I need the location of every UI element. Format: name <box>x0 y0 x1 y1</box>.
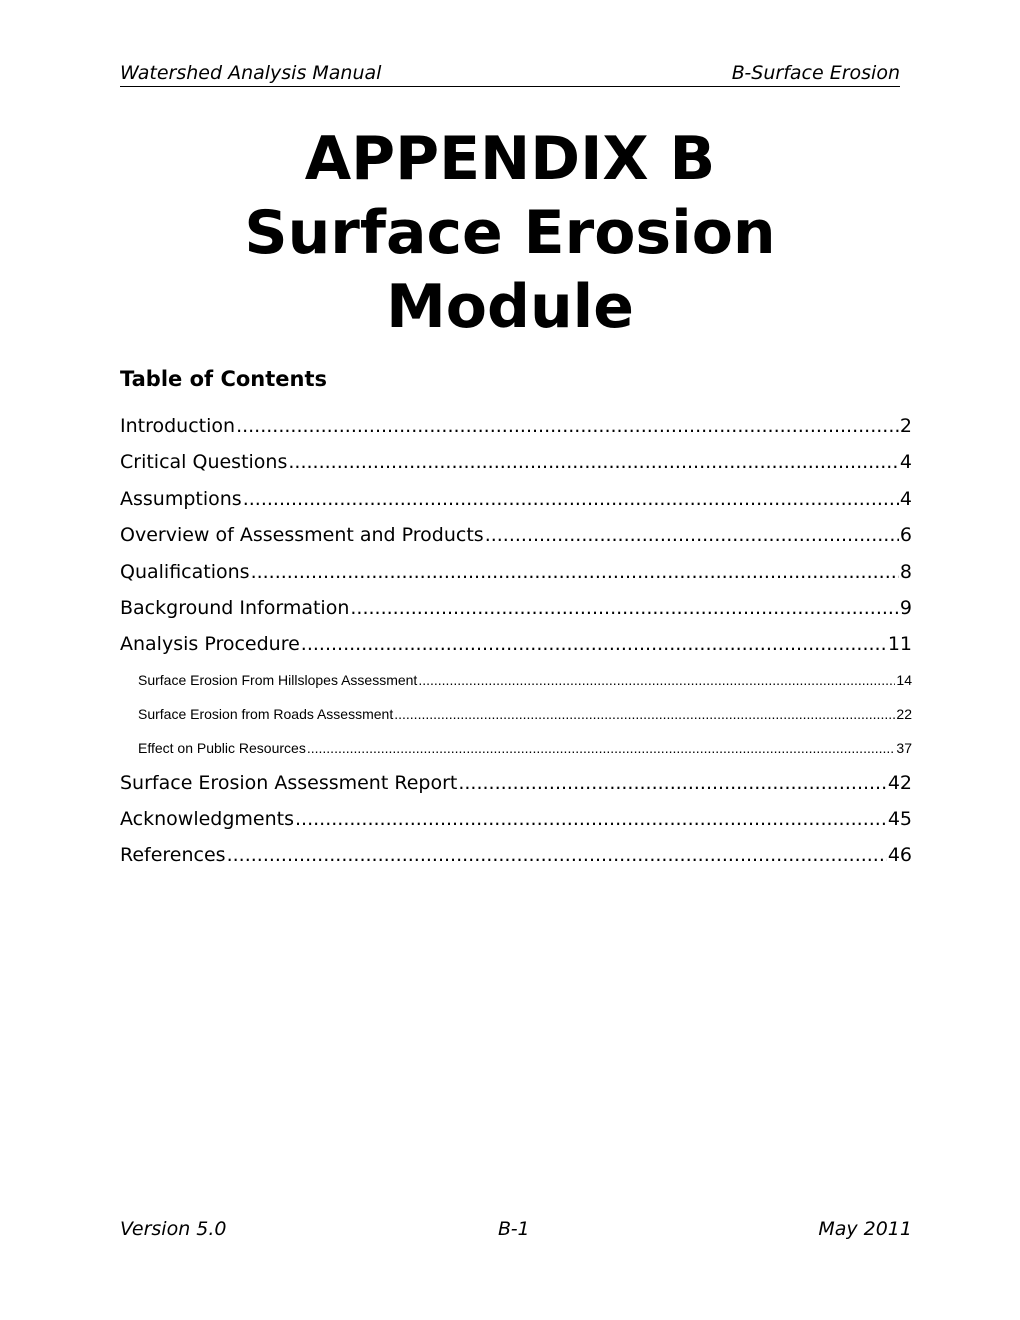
toc-leader-dots <box>485 521 899 549</box>
toc-subentry-public-resources[interactable] <box>120 738 912 758</box>
toc-entry-page: 4 <box>899 488 912 510</box>
toc-entry-label: Analysis Procedure <box>120 633 300 655</box>
toc-leader-dots <box>227 841 887 869</box>
toc-subentry-hillslopes[interactable] <box>120 670 912 690</box>
toc-entry-page: 11 <box>887 633 912 655</box>
toc-entry-assessment-report[interactable] <box>120 769 912 797</box>
toc-entry-page: 37 <box>896 740 912 756</box>
toc-entry-page: 22 <box>896 706 912 722</box>
toc-entry-acknowledgments[interactable] <box>120 805 912 833</box>
toc-entry-background[interactable] <box>120 594 912 622</box>
toc-entry-introduction[interactable] <box>120 412 912 440</box>
toc-entry-label: Surface Erosion From Hillslopes Assessment <box>138 672 418 688</box>
toc-entry-analysis-procedure[interactable] <box>120 630 912 658</box>
footer-version: Version 5.0 <box>120 1218 227 1240</box>
toc-entry-label: Background Information <box>120 597 350 619</box>
toc-entry-references[interactable] <box>120 841 912 869</box>
title-line-surface-erosion: Surface Erosion <box>244 198 776 268</box>
toc-entry-page: 45 <box>887 808 912 830</box>
running-header <box>120 60 900 87</box>
toc-leader-dots <box>251 558 899 586</box>
toc-entry-label: Surface Erosion Assessment Report <box>120 772 458 794</box>
toc-entry-label: Effect on Public Resources <box>138 740 306 756</box>
toc-entry-page: 42 <box>887 772 912 794</box>
toc-entry-label: Critical Questions <box>120 451 288 473</box>
toc-entry-overview[interactable] <box>120 521 912 549</box>
toc-leader-dots <box>307 738 896 758</box>
toc-leader-dots <box>350 594 899 622</box>
toc-entry-label: Overview of Assessment and Products <box>120 524 484 546</box>
footer-page-number: B-1 <box>498 1218 530 1240</box>
toc-entry-page: 9 <box>899 597 912 619</box>
toc-entry-page: 46 <box>887 844 912 866</box>
title-line-module: Module <box>386 272 634 342</box>
title-line-appendix: APPENDIX B <box>304 124 716 194</box>
toc-entry-page: 4 <box>899 451 912 473</box>
header-section-title: B-Surface Erosion <box>731 62 900 84</box>
toc-entry-page: 8 <box>899 561 912 583</box>
header-manual-title: Watershed Analysis Manual <box>120 62 382 84</box>
toc-heading: Table of Contents <box>120 367 328 391</box>
toc-entry-label: Introduction <box>120 415 236 437</box>
toc-leader-dots <box>418 670 895 690</box>
toc-leader-dots <box>236 412 899 440</box>
toc-entry-qualifications[interactable] <box>120 558 912 586</box>
toc-entry-page: 6 <box>899 524 912 546</box>
toc-entry-assumptions[interactable] <box>120 485 912 513</box>
toc-entry-page: 14 <box>896 672 912 688</box>
toc-entry-page: 2 <box>899 415 912 437</box>
toc-entry-label: Qualifications <box>120 561 250 583</box>
toc-leader-dots <box>301 630 887 658</box>
running-footer <box>120 1216 912 1242</box>
footer-date: May 2011 <box>818 1218 912 1240</box>
toc-entry-label: Surface Erosion from Roads Assessment <box>138 706 394 722</box>
toc-leader-dots <box>458 769 886 797</box>
toc-leader-dots <box>394 704 895 724</box>
toc-entry-critical-questions[interactable] <box>120 448 912 476</box>
toc-entry-label: Acknowledgments <box>120 808 294 830</box>
toc-leader-dots <box>295 805 887 833</box>
page-title <box>0 122 1020 344</box>
toc-entry-label: References <box>120 844 226 866</box>
toc-leader-dots <box>288 448 899 476</box>
toc-subentry-roads[interactable] <box>120 704 912 724</box>
toc-leader-dots <box>243 485 899 513</box>
toc-entry-label: Assumptions <box>120 488 242 510</box>
